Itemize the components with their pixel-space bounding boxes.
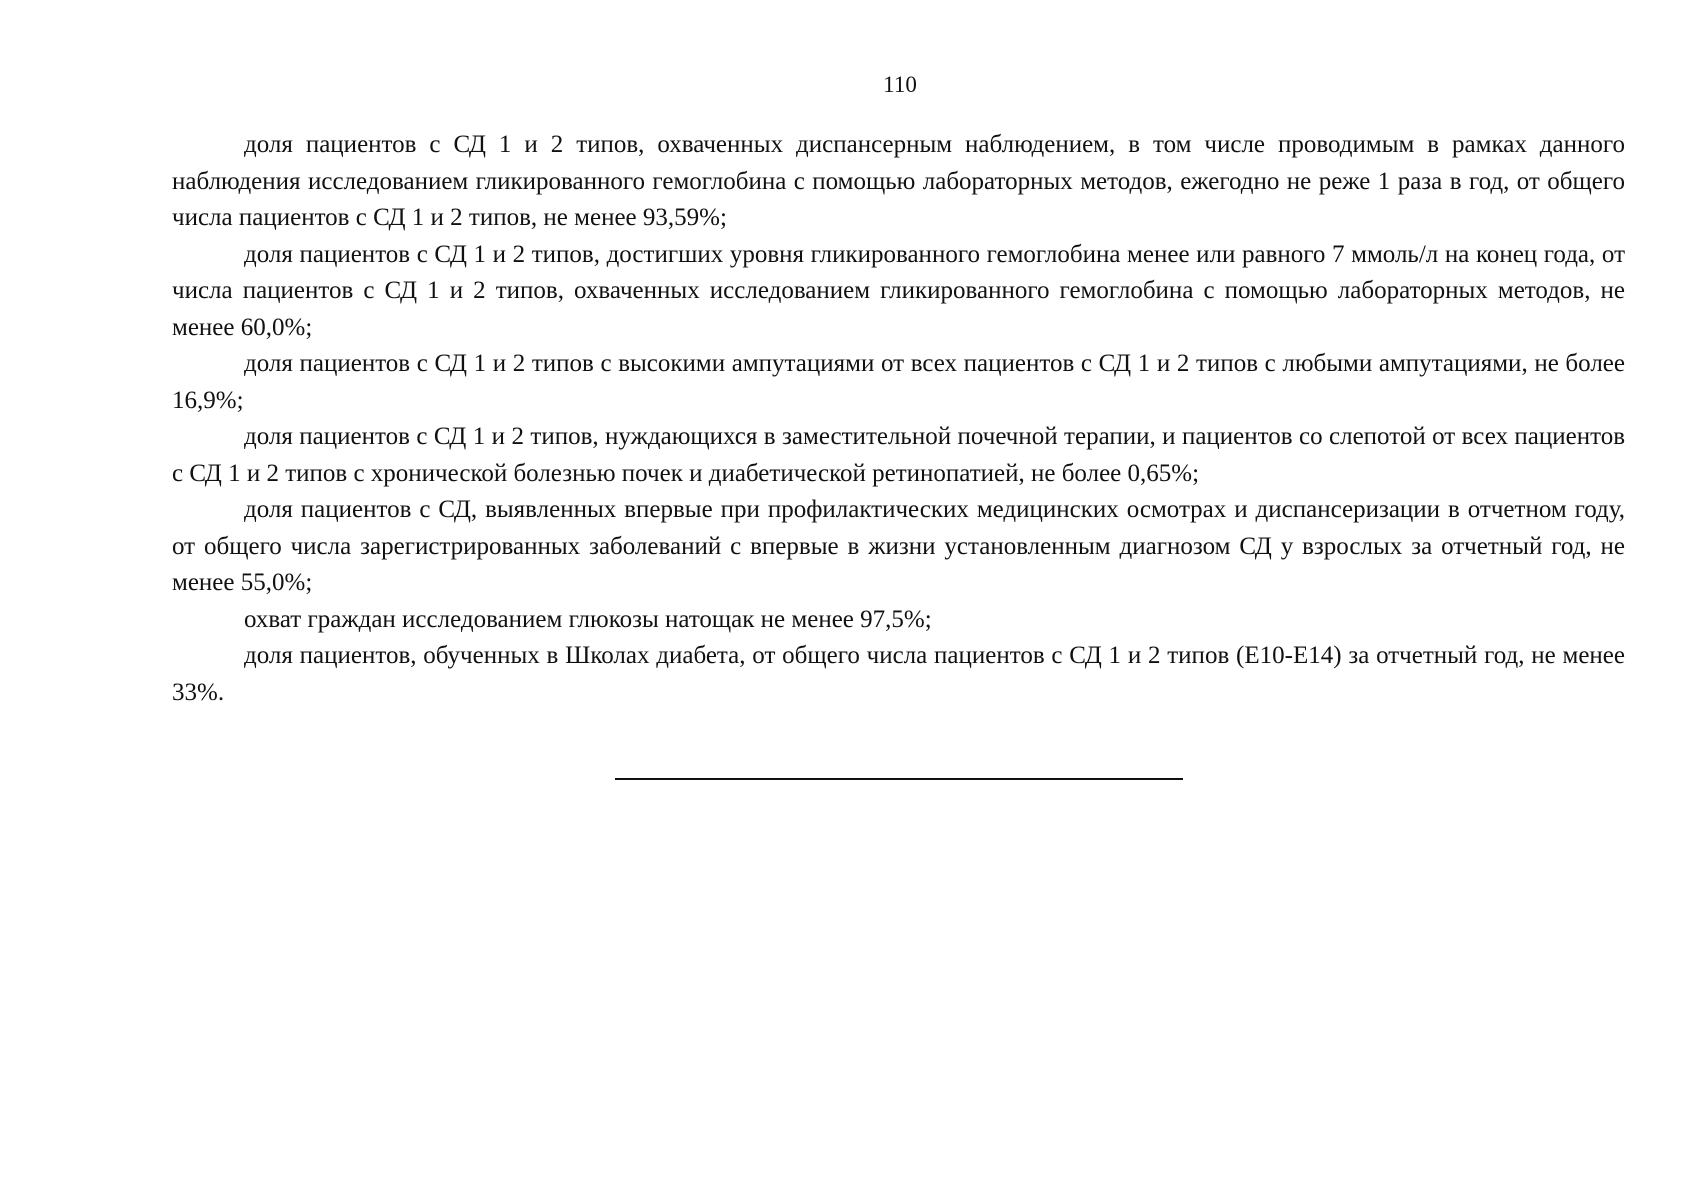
page-number: 110 [883,72,917,97]
paragraph: охват граждан исследованием глюкозы натощак не менее 97,5%; [244,605,932,633]
paragraph: доля пациентов, обученных в Школах диабета, от общего числа пациентов с СД 1 и 2 типов (Е10-Е14) за отчетный год, не менее 33%. [172,642,1625,706]
end-of-text-rule [615,778,1183,780]
paragraph: доля пациентов с СД 1 и 2 типов, достигших уровня гликированного гемоглобина менее или равного 7 ммоль/л на конец года, от числа пациентов с СД 1 и 2 типов, охваченных исследованием гликированного гемоглобина с помощью лабораторных методов, не менее 60,0%; [172,240,1625,341]
paragraph: доля пациентов с СД 1 и 2 типов, охваченных диспансерным наблюдением, в том числе проводимым в рамках данного наблюдения исследованием гликированного гемоглобина с помощью лабораторных методов, ежегодно не реже 1 раза в год, от общего числа пациентов с СД 1 и 2 типов, не менее 93,59%; [172,131,1625,231]
paragraph: доля пациентов с СД 1 и 2 типов, нуждающихся в заместительной почечной терапии, и пациентов со слепотой от всех пациентов с СД 1 и 2 типов с хронической болезнью почек и диабетической ретинопатией, не более 0,65%; [172,423,1625,487]
paragraph: доля пациентов с СД, выявленных впервые при профилактических медицинских осмотрах и диспансеризации в отчетном году, от общего числа зарегистрированных заболеваний с впервые в жизни установленным диагнозом СД у взрослых за отчетный год, не менее 55,0%; [172,496,1625,596]
paragraph: доля пациентов с СД 1 и 2 типов с высокими ампутациями от всех пациентов с СД 1 и 2 типов с любыми ампутациями, не более 16,9%; [172,350,1625,414]
body-text [172,127,1625,711]
